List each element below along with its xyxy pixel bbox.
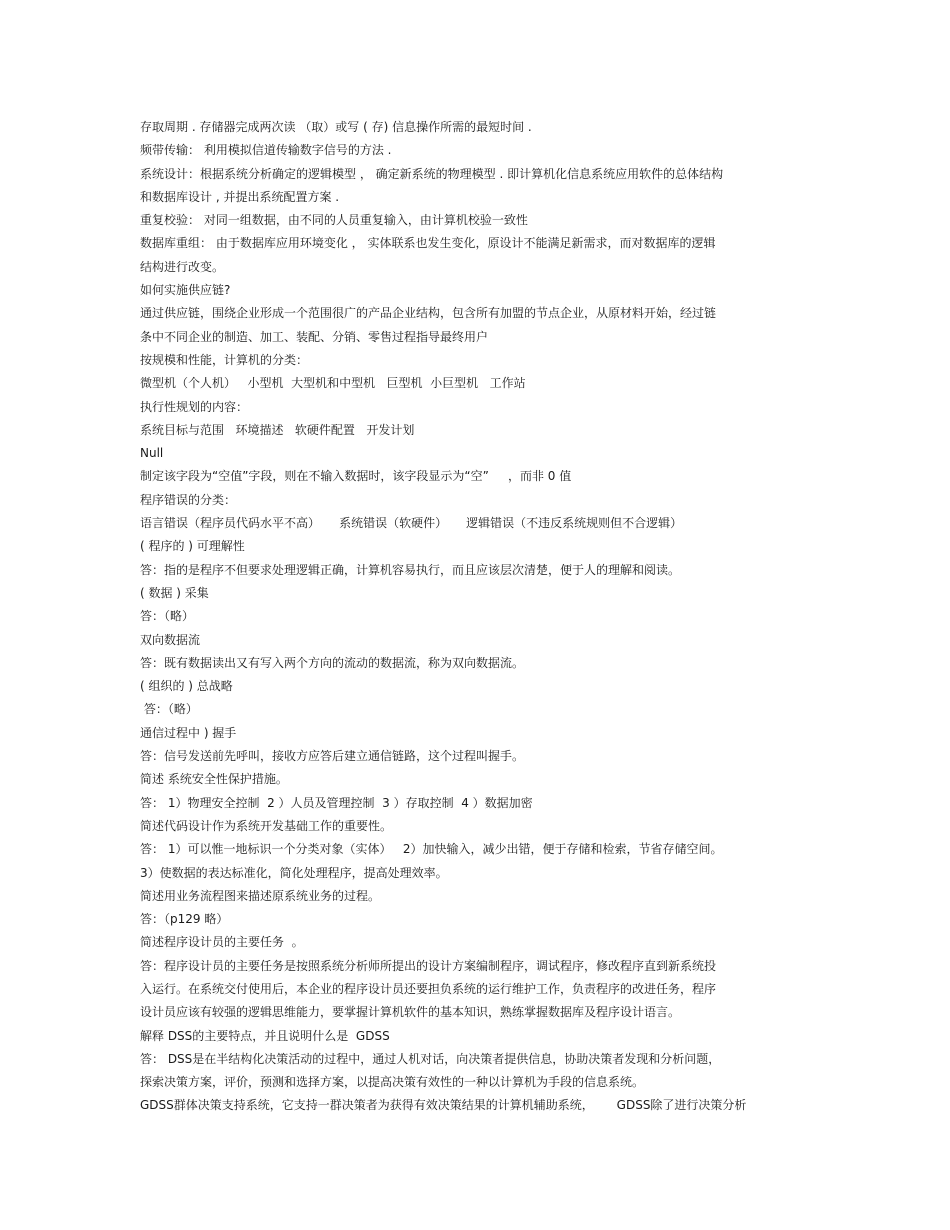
text-line: 频带传输： 利用模拟信道传输数字信号的方法 .: [140, 143, 392, 158]
text-line: 答： 1）可以惟一地标识一个分类对象（实体） 2）加快输入，减少出错，便于存储和检索，节省存储空间。: [140, 842, 723, 857]
text-line: ( 程序的 ) 可理解性: [140, 539, 245, 554]
text-line: 答： 1）物理安全控制 2 ）人员及管理控制 3 ）存取控制 4 ）数据加密: [140, 795, 533, 810]
text-line: 3）使数据的表达标准化，简化处理程序，提高处理效率。: [140, 865, 448, 880]
text-line: 答：既有数据读出又有写入两个方向的流动的数据流，称为双向数据流。: [140, 655, 525, 670]
text-line: 按规模和性能，计算机的分类：: [140, 352, 309, 367]
text-line: 微型机（个人机） 小型机 大型机和中型机 巨型机 小巨型机 工作站: [140, 376, 526, 391]
text-line: 重复校验： 对同一组数据，由不同的人员重复输入，由计算机校验一致性: [140, 213, 528, 228]
text-line: 如何实施供应链?: [140, 283, 231, 298]
text-line: 简述程序设计员的主要任务 。: [140, 935, 304, 950]
text-line: 程序错误的分类：: [140, 492, 237, 507]
text-line: 数据库重组： 由于数据库应用环境变化 ， 实体联系也发生变化，原设计不能满足新需求，而对数据库的逻辑: [140, 236, 716, 251]
text-line: 条中不同企业的制造、加工、装配、分销、零售过程指导最终用户: [140, 329, 489, 344]
text-line: 通信过程中 ) 握手: [140, 725, 237, 740]
text-line: ( 组织的 ) 总战略: [140, 679, 233, 694]
text-line: 设计员应该有较强的逻辑思维能力，要掌握计算机软件的基本知识，熟练掌握数据库及程序设计语言。: [140, 1005, 681, 1020]
text-line: 答：（p129 略）: [140, 912, 229, 927]
text-line: 结构进行改变。: [140, 259, 225, 274]
text-line: 答： DSS是在半结构化决策活动的过程中，通过人机对话，向决策者提供信息，协助决策者发现和分析问题，: [140, 1051, 721, 1066]
text-line: 答：（略）: [140, 702, 198, 717]
text-line: 入运行。在系统交付使用后，本企业的程序设计员还要担负系统的运行维护工作，负责程序的改进任务，程序: [140, 981, 717, 996]
text-line: 答：指的是程序不但要求处理逻辑正确，计算机容易执行，而且应该层次清楚，便于人的理解和阅读。: [140, 562, 681, 577]
text-line: 制定该字段为“空值”字段，则在不输入数据时，该字段显示为“空” ，而非 0 值: [140, 469, 572, 484]
text-line: 简述代码设计作为系统开发基础工作的重要性。: [140, 818, 393, 833]
text-line: 通过供应链，围绕企业形成一个范围很广的产品企业结构，包含所有加盟的节点企业，从原材料开始，经过链: [140, 306, 717, 321]
text-line: GDSS群体决策支持系统，它支持一群决策者为获得有效决策结果的计算机辅助系统， GDSS除了进行决策分析: [140, 1098, 747, 1113]
text-line: 探索决策方案，评价，预测和选择方案，以提高决策有效性的一种以计算机为手段的信息系统。: [140, 1075, 645, 1090]
text-line: 语言错误（程序员代码水平不高） 系统错误（软硬件） 逻辑错误（不违反系统规则但不合逻辑）: [140, 516, 683, 531]
text-line: 答：程序设计员的主要任务是按照系统分析师所提出的设计方案编制程序，调试程序，修改程序直到新系统投: [140, 958, 717, 973]
text-line: 简述用业务流程图来描述原系统业务的过程。: [140, 888, 381, 903]
text-line: 存取周期 . 存储器完成两次读 （取）或写 ( 存) 信息操作所需的最短时间 .: [140, 120, 532, 134]
text-line: 双向数据流: [140, 632, 201, 647]
text-line: 系统设计：根据系统分析确定的逻辑模型 ， 确定新系统的物理模型 . 即计算机化信息系统应用软件的总体结构: [140, 166, 724, 181]
text-line: 和数据库设计 , 并提出系统配置方案 .: [140, 189, 340, 204]
document-body: [140, 116, 820, 1118]
text-line: 简述 系统安全性保护措施。: [140, 772, 288, 787]
text-line: 答：信号发送前先呼叫，接收方应答后建立通信链路，这个过程叫握手。: [140, 749, 525, 764]
text-line: ( 数据 ) 采集: [140, 585, 209, 600]
text-line: Null: [140, 446, 164, 461]
text-line: 答：（略）: [140, 609, 195, 624]
text-line: 执行性规划的内容：: [140, 399, 249, 414]
text-line: 解释 DSS的主要特点，并且说明什么是 GDSS: [140, 1028, 390, 1043]
text-line: 系统目标与范围 环境描述 软硬件配置 开发计划: [140, 422, 415, 437]
